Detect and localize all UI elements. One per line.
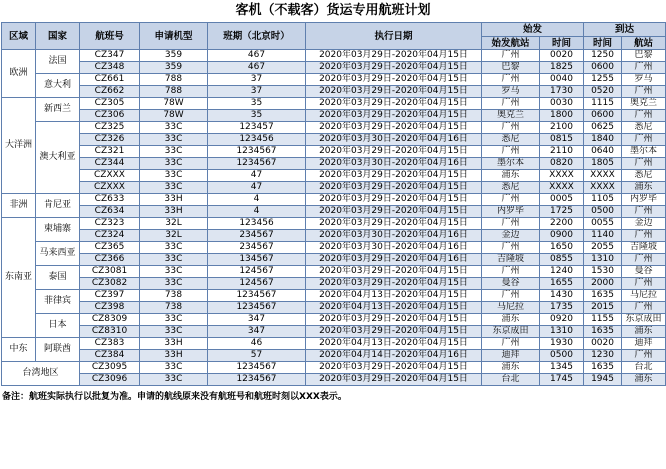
arr-station-cell: 曼谷 [622,266,666,278]
flight-no-cell: CZ344 [80,158,140,170]
header-region: 区域 [2,23,36,50]
dep-station-cell: 墨尔本 [482,158,540,170]
dates-cell: 2020年03月29日-2020年04月15日 [306,62,482,74]
header-aircraft: 申请机型 [140,23,208,50]
header-arrival: 到达 [584,23,666,37]
flight-no-cell: CZ383 [80,338,140,350]
arr-station-cell: 吉隆坡 [622,242,666,254]
schedule-cell: 35 [208,98,306,110]
aircraft-cell: 738 [140,290,208,302]
dep-station-cell: 广州 [482,146,540,158]
dates-cell: 2020年03月29日-2020年04月15日 [306,110,482,122]
dates-cell: 2020年03月29日-2020年04月15日 [306,266,482,278]
dep-time-cell: 0900 [540,230,584,242]
flight-no-cell: CZ325 [80,122,140,134]
arr-station-cell: 马尼拉 [622,290,666,302]
arr-time-cell: 1230 [584,350,622,362]
region-cell: 东南亚 [2,218,36,338]
dep-time-cell: 2200 [540,218,584,230]
flight-no-cell: CZ305 [80,98,140,110]
table-row [2,350,666,362]
dep-station-cell: 奥克兰 [482,110,540,122]
arr-time-cell: 2015 [584,302,622,314]
table-row [2,86,666,98]
flight-no-cell: CZ3096 [80,374,140,386]
aircraft-cell: 78W [140,110,208,122]
dep-station-cell: 广州 [482,98,540,110]
arr-time-cell: 0055 [584,218,622,230]
flight-no-cell: CZ633 [80,194,140,206]
dates-cell: 2020年03月29日-2020年04月15日 [306,146,482,158]
aircraft-cell: 33C [140,314,208,326]
flight-no-cell: CZ3095 [80,362,140,374]
table-row [2,170,666,182]
schedule-cell: 1234567 [208,146,306,158]
dep-station-cell: 广州 [482,338,540,350]
dep-station-cell: 曼谷 [482,278,540,290]
arr-time-cell: 1140 [584,230,622,242]
arr-station-cell: 金边 [622,218,666,230]
arr-station-cell: 广州 [622,158,666,170]
dep-time-cell: 1930 [540,338,584,350]
country-cell: 阿联酋 [36,338,80,362]
table-row [2,374,666,386]
arr-time-cell: 1805 [584,158,622,170]
flight-no-cell: CZ321 [80,146,140,158]
header-arr-time: 时间 [584,37,622,50]
arr-station-cell: 内罗毕 [622,194,666,206]
schedule-cell: 234567 [208,230,306,242]
flight-no-cell: CZ3081 [80,266,140,278]
dep-station-cell: 金边 [482,230,540,242]
arr-time-cell: 1310 [584,254,622,266]
dep-time-cell: 1430 [540,290,584,302]
dep-time-cell: 1735 [540,302,584,314]
flight-no-cell: CZXXX [80,182,140,194]
dep-station-cell: 悉尼 [482,182,540,194]
header-schedule: 班期（北京时） [208,23,306,50]
country-cell: 日本 [36,314,80,338]
arr-station-cell: 台北 [622,362,666,374]
schedule-cell: 1234567 [208,290,306,302]
dates-cell: 2020年03月29日-2020年04月16日 [306,254,482,266]
table-row [2,62,666,74]
flight-no-cell: CZ661 [80,74,140,86]
aircraft-cell: 33C [140,146,208,158]
dep-time-cell: 0920 [540,314,584,326]
table-row [2,266,666,278]
arr-time-cell: 1635 [584,326,622,338]
aircraft-cell: 33H [140,206,208,218]
flight-no-cell: CZ347 [80,50,140,62]
arr-time-cell: 1635 [584,362,622,374]
aircraft-cell: 738 [140,302,208,314]
table-row [2,338,666,350]
aircraft-cell: 33C [140,122,208,134]
header-dep-time: 时间 [540,37,584,50]
table-row [2,362,666,374]
dates-cell: 2020年03月30日-2020年04月16日 [306,134,482,146]
dep-station-cell: 台北 [482,374,540,386]
schedule-cell: 134567 [208,254,306,266]
aircraft-cell: 359 [140,62,208,74]
table-row [2,98,666,110]
flight-no-cell: CZ324 [80,230,140,242]
dep-time-cell: XXXX [540,170,584,182]
dates-cell: 2020年04月14日-2020年04月16日 [306,350,482,362]
region-cell: 中东 [2,338,36,362]
table-body [2,50,666,386]
arr-time-cell: 0600 [584,62,622,74]
schedule-cell: 123456 [208,134,306,146]
country-cell: 肯尼亚 [36,194,80,218]
dates-cell: 2020年04月13日-2020年04月15日 [306,338,482,350]
flight-no-cell: CZ397 [80,290,140,302]
dep-time-cell: 0820 [540,158,584,170]
flight-no-cell: CZ634 [80,206,140,218]
dates-cell: 2020年04月13日-2020年04月15日 [306,302,482,314]
dep-time-cell: 1730 [540,86,584,98]
arr-time-cell: 0020 [584,338,622,350]
dates-cell: 2020年03月29日-2020年04月15日 [306,314,482,326]
arr-time-cell: 0500 [584,206,622,218]
header-departure: 始发 [482,23,584,37]
dep-time-cell: 1725 [540,206,584,218]
country-cell: 澳大利亚 [36,122,80,194]
arr-station-cell: 悉尼 [622,122,666,134]
aircraft-cell: 33C [140,242,208,254]
dep-time-cell: 0005 [540,194,584,206]
dates-cell: 2020年03月29日-2020年04月15日 [306,278,482,290]
aircraft-cell: 33C [140,326,208,338]
schedule-cell: 47 [208,170,306,182]
arr-time-cell: XXXX [584,182,622,194]
arr-station-cell: 浦东 [622,326,666,338]
table-row [2,146,666,158]
dep-station-cell: 广州 [482,122,540,134]
arr-station-cell: 广州 [622,206,666,218]
dates-cell: 2020年03月29日-2020年04月15日 [306,50,482,62]
arr-time-cell: 1105 [584,194,622,206]
arr-station-cell: 广州 [622,302,666,314]
schedule-cell: 1234567 [208,362,306,374]
dep-time-cell: 1745 [540,374,584,386]
arr-station-cell: 广州 [622,350,666,362]
arr-station-cell: 广州 [622,254,666,266]
aircraft-cell: 33C [140,134,208,146]
dates-cell: 2020年03月29日-2020年04月15日 [306,362,482,374]
flight-schedule-table [1,22,666,386]
dep-time-cell: XXXX [540,182,584,194]
flight-no-cell: CZ306 [80,110,140,122]
schedule-cell: 57 [208,350,306,362]
dep-time-cell: 1800 [540,110,584,122]
dep-time-cell: 0500 [540,350,584,362]
aircraft-cell: 32L [140,230,208,242]
arr-station-cell: 迪拜 [622,338,666,350]
arr-time-cell: 1255 [584,74,622,86]
arr-time-cell: 2055 [584,242,622,254]
dep-station-cell: 广州 [482,74,540,86]
schedule-cell: 467 [208,50,306,62]
aircraft-cell: 32L [140,218,208,230]
dates-cell: 2020年03月29日-2020年04月15日 [306,326,482,338]
dates-cell: 2020年03月29日-2020年04月15日 [306,170,482,182]
dep-time-cell: 1655 [540,278,584,290]
schedule-cell: 124567 [208,266,306,278]
dates-cell: 2020年03月29日-2020年04月15日 [306,74,482,86]
schedule-cell: 123457 [208,122,306,134]
schedule-cell: 37 [208,86,306,98]
dates-cell: 2020年03月29日-2020年04月15日 [306,98,482,110]
flight-no-cell: CZ8309 [80,314,140,326]
dates-cell: 2020年04月13日-2020年04月15日 [306,290,482,302]
table-row [2,182,666,194]
header-arr-station: 航站 [622,37,666,50]
schedule-cell: 124567 [208,278,306,290]
arr-station-cell: 墨尔本 [622,146,666,158]
dep-time-cell: 0030 [540,98,584,110]
country-cell: 意大利 [36,74,80,98]
arr-station-cell: 广州 [622,62,666,74]
schedule-cell: 47 [208,182,306,194]
flight-no-cell: CZ323 [80,218,140,230]
dep-time-cell: 1310 [540,326,584,338]
flight-no-cell: CZ8310 [80,326,140,338]
schedule-cell: 4 [208,206,306,218]
dep-station-cell: 东京成田 [482,326,540,338]
dep-station-cell: 马尼拉 [482,302,540,314]
dep-station-cell: 浦东 [482,170,540,182]
page-title: 客机（不载客）货运专用航班计划 [235,3,431,18]
dep-station-cell: 广州 [482,290,540,302]
dates-cell: 2020年03月29日-2020年04月15日 [306,374,482,386]
table-row [2,134,666,146]
dep-time-cell: 2100 [540,122,584,134]
flight-no-cell: CZ366 [80,254,140,266]
arr-time-cell: 0625 [584,122,622,134]
schedule-cell: 234567 [208,242,306,254]
dep-station-cell: 罗马 [482,86,540,98]
arr-station-cell: 广州 [622,86,666,98]
schedule-cell: 46 [208,338,306,350]
table-row [2,230,666,242]
aircraft-cell: 33C [140,254,208,266]
dates-cell: 2020年03月30日-2020年04月16日 [306,158,482,170]
aircraft-cell: 788 [140,74,208,86]
table-row [2,110,666,122]
arr-station-cell: 广州 [622,134,666,146]
table-row [2,290,666,302]
dates-cell: 2020年03月30日-2020年04月16日 [306,242,482,254]
footnote: 备注：航班实际执行以批复为准。申请的航线原来没有航班号和航班时刻以XXX表示。 [2,392,347,402]
arr-station-cell: 广州 [622,230,666,242]
aircraft-cell: 33C [140,182,208,194]
dep-station-cell: 广州 [482,242,540,254]
aircraft-cell: 33C [140,278,208,290]
table-row [2,302,666,314]
arr-time-cell: 1840 [584,134,622,146]
arr-station-cell: 罗马 [622,74,666,86]
dep-time-cell: 0855 [540,254,584,266]
aircraft-cell: 78W [140,98,208,110]
dep-time-cell: 1240 [540,266,584,278]
header-flight-no: 航班号 [80,23,140,50]
arr-station-cell: 奥克兰 [622,98,666,110]
arr-station-cell: 浦东 [622,374,666,386]
flight-no-cell: CZ662 [80,86,140,98]
schedule-cell: 123456 [208,218,306,230]
aircraft-cell: 33H [140,338,208,350]
flight-no-cell: CZ348 [80,62,140,74]
schedule-cell: 347 [208,314,306,326]
arr-station-cell: 浦东 [622,182,666,194]
country-cell: 马来西亚 [36,242,80,266]
dep-time-cell: 2110 [540,146,584,158]
arr-time-cell: 1115 [584,98,622,110]
dep-time-cell: 0020 [540,50,584,62]
dates-cell: 2020年03月29日-2020年04月15日 [306,86,482,98]
dates-cell: 2020年03月29日-2020年04月15日 [306,182,482,194]
schedule-cell: 1234567 [208,158,306,170]
schedule-cell: 35 [208,110,306,122]
dates-cell: 2020年03月30日-2020年04月16日 [306,230,482,242]
schedule-cell: 4 [208,194,306,206]
arr-time-cell: 0520 [584,86,622,98]
header-dates: 执行日期 [306,23,482,50]
table-row [2,314,666,326]
dep-station-cell: 悉尼 [482,134,540,146]
schedule-cell: 1234567 [208,374,306,386]
table-row [2,326,666,338]
aircraft-cell: 33C [140,374,208,386]
region-cell: 非洲 [2,194,36,218]
aircraft-cell: 788 [140,86,208,98]
table-row [2,242,666,254]
schedule-cell: 347 [208,326,306,338]
dep-time-cell: 0815 [540,134,584,146]
arr-station-cell: 悉尼 [622,170,666,182]
header-dep-station: 始发航站 [482,37,540,50]
dep-station-cell: 浦东 [482,314,540,326]
flight-no-cell: CZ3082 [80,278,140,290]
country-cell: 柬埔寨 [36,218,80,242]
table-row [2,218,666,230]
arr-station-cell: 东京成田 [622,314,666,326]
dep-station-cell: 广州 [482,266,540,278]
region-cell: 台湾地区 [2,362,80,386]
country-cell: 泰国 [36,266,80,290]
arr-time-cell: 1945 [584,374,622,386]
dep-time-cell: 1825 [540,62,584,74]
dep-station-cell: 内罗毕 [482,206,540,218]
flight-no-cell: CZ365 [80,242,140,254]
flight-no-cell: CZ326 [80,134,140,146]
flight-no-cell: CZ398 [80,302,140,314]
arr-time-cell: 1250 [584,50,622,62]
aircraft-cell: 359 [140,50,208,62]
dates-cell: 2020年03月29日-2020年04月15日 [306,122,482,134]
aircraft-cell: 33C [140,266,208,278]
region-cell: 大洋洲 [2,98,36,194]
table-row [2,122,666,134]
arr-time-cell: XXXX [584,170,622,182]
schedule-cell: 1234567 [208,302,306,314]
table-row [2,158,666,170]
schedule-cell: 37 [208,74,306,86]
dep-station-cell: 迪拜 [482,350,540,362]
arr-station-cell: 巴黎 [622,50,666,62]
arr-time-cell: 1155 [584,314,622,326]
dep-time-cell: 0040 [540,74,584,86]
dep-station-cell: 浦东 [482,362,540,374]
arr-station-cell: 广州 [622,278,666,290]
aircraft-cell: 33C [140,362,208,374]
aircraft-cell: 33C [140,170,208,182]
arr-time-cell: 1635 [584,290,622,302]
dep-station-cell: 巴黎 [482,62,540,74]
table-row [2,194,666,206]
country-cell: 菲律宾 [36,290,80,314]
region-cell: 欧洲 [2,50,36,98]
arr-time-cell: 0600 [584,110,622,122]
country-cell: 新西兰 [36,98,80,122]
dates-cell: 2020年03月29日-2020年04月15日 [306,218,482,230]
table-row [2,254,666,266]
aircraft-cell: 33C [140,158,208,170]
arr-station-cell: 广州 [622,110,666,122]
arr-time-cell: 1530 [584,266,622,278]
dep-station-cell: 广州 [482,50,540,62]
dep-time-cell: 1345 [540,362,584,374]
aircraft-cell: 33H [140,194,208,206]
table-row [2,74,666,86]
dates-cell: 2020年03月29日-2020年04月15日 [306,194,482,206]
table-row [2,278,666,290]
dep-station-cell: 广州 [482,218,540,230]
header-country: 国家 [36,23,80,50]
dep-time-cell: 1650 [540,242,584,254]
dep-station-cell: 广州 [482,194,540,206]
schedule-cell: 467 [208,62,306,74]
country-cell: 法国 [36,50,80,74]
arr-time-cell: 2000 [584,278,622,290]
flight-no-cell: CZXXX [80,170,140,182]
arr-time-cell: 0640 [584,146,622,158]
table-row [2,50,666,62]
aircraft-cell: 33H [140,350,208,362]
flight-no-cell: CZ384 [80,350,140,362]
table-row [2,206,666,218]
dates-cell: 2020年03月29日-2020年04月15日 [306,206,482,218]
dep-station-cell: 吉隆坡 [482,254,540,266]
